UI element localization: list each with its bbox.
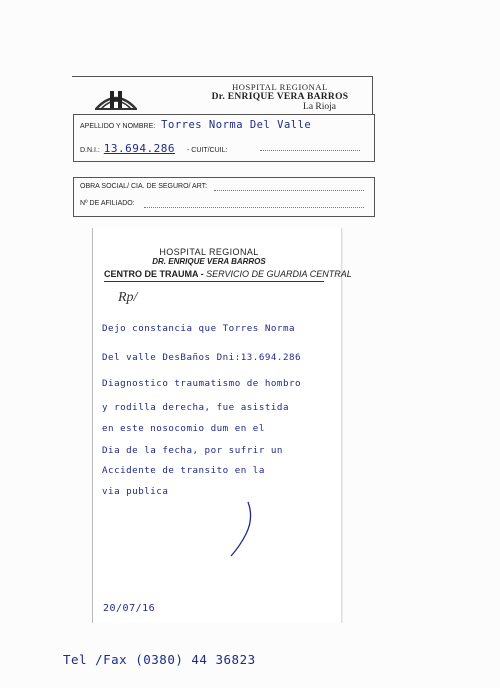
- rx-divider: [104, 281, 324, 282]
- note-line: Accidente de transito en la: [102, 465, 265, 476]
- header-hospital-line1: HOSPITAL REGIONAL: [232, 82, 328, 92]
- dni-value[interactable]: 13.694.286: [103, 142, 176, 155]
- apellido-row: [80, 119, 311, 131]
- note-line: Dia de la fecha, por sufrir un: [102, 445, 283, 456]
- apellido-value[interactable]: Torres Norma Del Valle: [161, 119, 312, 131]
- obra-social-label: OBRA SOCIAL/ CIA. DE SEGURO/ ART:: [80, 183, 208, 190]
- note-line: y rodilla derecha, fue asistida: [102, 402, 289, 413]
- hospital-logo-icon: [94, 83, 138, 111]
- header-city: La Rioja: [303, 102, 336, 112]
- patient-form: [73, 114, 375, 162]
- note-line: via publica: [102, 486, 169, 497]
- header-hospital-line2: Dr. ENRIQUE VERA BARROS: [211, 92, 349, 102]
- cuit-label: - CUIT/CUIL:: [186, 147, 228, 154]
- rx-service-title: CENTRO DE TRAUMA - SERVICIO DE GUARDIA CENTRAL: [104, 269, 352, 279]
- rx-hospital-line2: DR. ENRIQUE VERA BARROS: [152, 257, 266, 266]
- note-line: Dejo constancia que Torres Norma: [102, 323, 296, 334]
- insurance-form: [73, 177, 375, 217]
- afiliado-label: Nº DE AFILIADO:: [80, 200, 135, 207]
- rp-label: Rp/: [118, 290, 138, 305]
- rx-servicio: SERVICIO DE GUARDIA CENTRAL: [206, 269, 352, 279]
- rx-hospital-line1: HOSPITAL REGIONAL: [159, 247, 259, 257]
- pen-stroke-mark: [228, 500, 258, 560]
- note-line: Del valle DesBaños Dni:13.694.286: [102, 352, 302, 363]
- dni-row: [80, 142, 227, 155]
- dni-label: D.N.I.:: [80, 147, 100, 154]
- header-text: [190, 82, 370, 112]
- cuit-field[interactable]: [260, 150, 360, 151]
- note-line: en este nosocomio dum en el: [102, 423, 265, 434]
- afiliado-field[interactable]: [144, 207, 364, 208]
- note-line: Diagnostico traumatismo de hombro: [102, 378, 302, 389]
- apellido-label: APELLIDO Y NOMBRE:: [80, 123, 156, 130]
- obra-social-field[interactable]: [214, 190, 364, 191]
- footer-tel-fax: Tel /Fax (0380) 44 36823: [63, 652, 256, 667]
- rx-centro: CENTRO DE TRAUMA: [104, 269, 199, 279]
- prescription-date: 20/07/16: [103, 603, 156, 614]
